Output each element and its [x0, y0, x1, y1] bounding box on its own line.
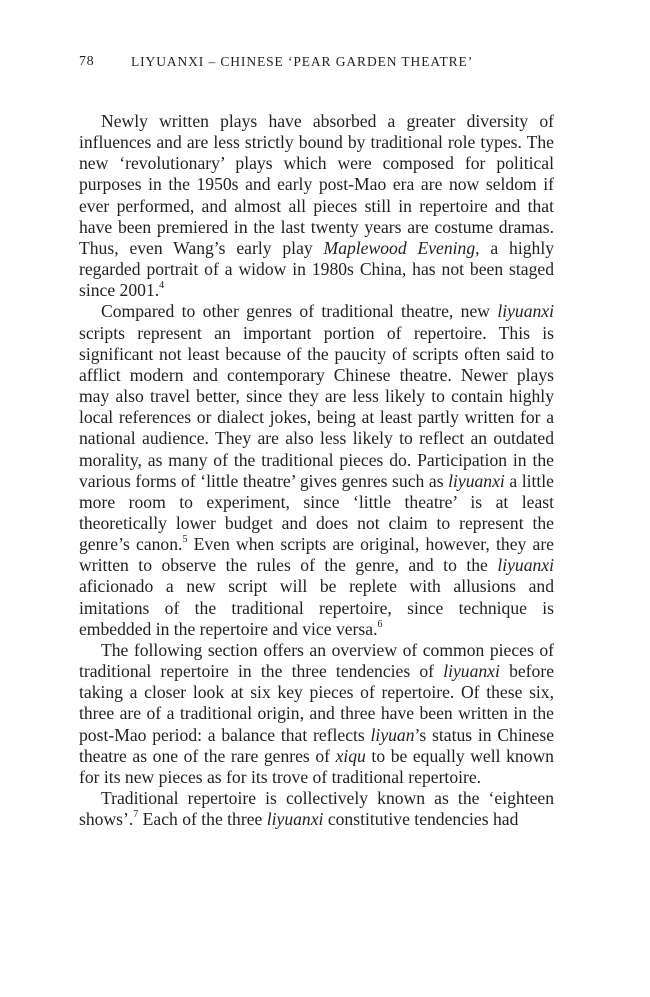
- italic-term: Maplewood Evening: [323, 237, 476, 258]
- italic-term: xiqu: [335, 745, 366, 766]
- text-run: , a highly regarded portrait of a widow in 1980s China, has not been staged since 2001.: [79, 237, 555, 301]
- italic-term: liyuanxi: [497, 555, 554, 576]
- text-run: scripts represent an important portion of repertoire. This is significant not least because of the paucity of scripts often said to afflict modern and contemporary Chinese theatre. Newer plays may also travel better, since they are less likely to contain highly local references or dialect jokes, being at least partly written for a national audience. They are also less likely to reflect an outdated morality, as many of the traditional pieces do. Participation in the various forms of ‘little theatre’ gives genres such as: [79, 322, 554, 491]
- text-run: aficionado a new script will be replete with allusions and imitations of the traditional repertoire, since technique is embedded in the repertoire and vice versa.: [79, 576, 554, 639]
- italic-term: liyuanxi: [448, 470, 505, 491]
- paragraph: [79, 301, 554, 640]
- paragraph: [79, 640, 554, 788]
- paragraph: [79, 111, 554, 301]
- text-run: Each of the three: [138, 809, 267, 830]
- page-number: 78: [79, 54, 95, 69]
- running-head: [79, 54, 559, 76]
- text-run: to be equally well known for its new pieces as for its trove of traditional repertoire.: [79, 745, 554, 787]
- italic-term: liyuan: [370, 724, 415, 745]
- running-title: LIYUANXI – CHINESE ‘PEAR GARDEN THEATRE’: [131, 54, 474, 69]
- footnote-marker: 7: [133, 809, 139, 821]
- italic-term: liyuanxi: [443, 661, 500, 682]
- text-run: Compared to other genres of traditional theatre, new: [101, 301, 498, 322]
- body-text: [79, 111, 554, 830]
- footnote-marker: 4: [159, 280, 165, 292]
- italic-term: liyuanxi: [266, 809, 324, 830]
- text-run: constitutive tendencies had: [323, 809, 519, 830]
- footnote-marker: 5: [182, 534, 188, 546]
- text-run: Even when scripts are original, however, they are written to observe the rules of the genre, and to the: [79, 534, 554, 576]
- footnote-marker: 6: [377, 618, 383, 630]
- paragraph: [79, 788, 554, 830]
- text-run: ’s status in Chinese theatre as one of the rare genres of: [79, 724, 555, 766]
- text-run: The following section offers an overview of common pieces of traditional repertoire in the three tendencies of: [79, 639, 554, 682]
- text-run: Traditional repertoire is collectively known as the ‘eighteen shows’.: [79, 788, 554, 830]
- italic-term: liyuanxi: [497, 301, 554, 322]
- text-run: a little more room to experiment, since ‘little theatre’ is at least theoretically lower budget and does not claim to represent the genre’s canon.: [79, 470, 554, 555]
- text-run: Newly written plays have absorbed a greater diversity of influences and are less strictly bound by traditional role types. The new ‘revolutionary’ plays which were composed for political purposes in the 1950s and early post-Mao era are now seldom if ever performed, and almost all pieces still in repertoire and that have been premiered in the last twenty years are costume dramas. Thus, even Wang’s early play: [79, 111, 554, 258]
- text-run: before taking a closer look at six key pieces of repertoire. Of these six, three are of a traditional origin, and three have been written in the post-Mao period: a balance that reflects: [79, 661, 555, 745]
